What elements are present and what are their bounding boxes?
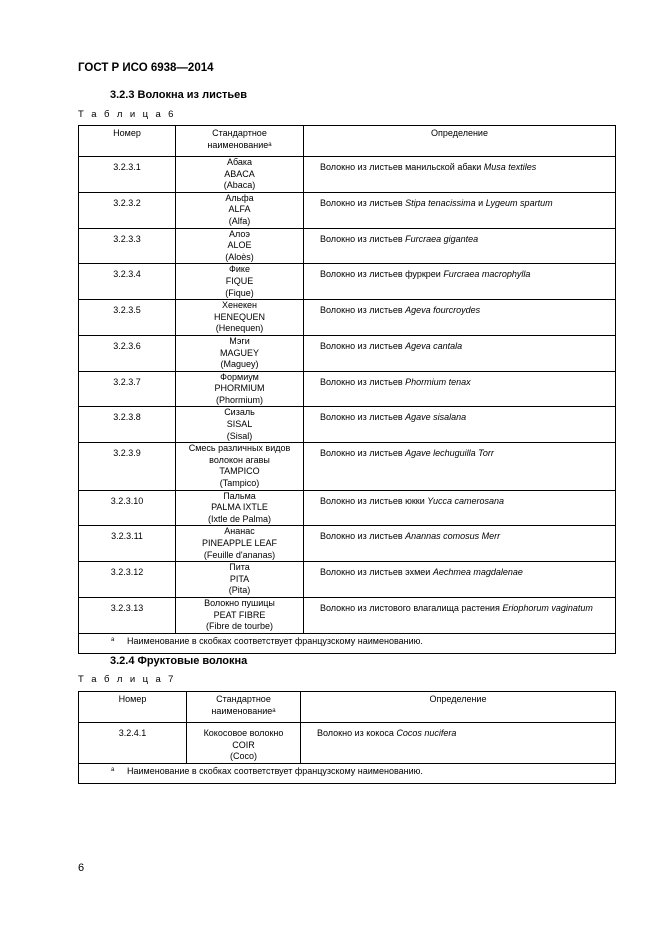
table-7 — [78, 691, 616, 784]
row-number: 3.2.3.3 — [79, 228, 176, 264]
row-definition: Волокно из листьев юкки Yucca camerosana — [304, 490, 616, 526]
document-title: ГОСТ Р ИСО 6938—2014 — [78, 62, 214, 74]
col-number-header: Номер — [79, 692, 187, 723]
row-number: 3.2.3.2 — [79, 192, 176, 228]
table-6-header-row — [79, 126, 616, 157]
table-7-header-row — [79, 692, 616, 723]
table-row — [79, 371, 616, 407]
row-name: Альфа ALFA (Alfa) — [176, 192, 304, 228]
row-name: Волокно пушицы PEAT FIBRE (Fibre de tourbe) — [176, 597, 304, 633]
row-name: Пальма PALMA IXTLE (Ixtle de Palma) — [176, 490, 304, 526]
table-row — [79, 490, 616, 526]
row-name: Хенекен HENEQUEN (Henequen) — [176, 300, 304, 336]
col-definition-header: Определение — [301, 692, 616, 723]
row-definition: Волокно из листьев фуркреи Furcraea macrophylla — [304, 264, 616, 300]
table-row — [79, 597, 616, 633]
row-name: Сизаль SISAL (Sisal) — [176, 407, 304, 443]
row-name: Кокосовое волокно COIR (Coco) — [187, 723, 301, 764]
footnote-ref: а — [272, 707, 276, 714]
row-number: 3.2.3.7 — [79, 371, 176, 407]
row-definition: Волокно из листьев Ageva cantala — [304, 335, 616, 371]
row-number: 3.2.3.12 — [79, 562, 176, 598]
row-definition: Волокно из листьев манильской абаки Musa textiles — [304, 157, 616, 193]
row-definition: Волокно из листьев Agave lechuguilla Torr — [304, 443, 616, 490]
col-name-header: Стандартное наименование$^а$ — [187, 692, 301, 723]
col-number-header: Номер — [79, 126, 176, 157]
table-row — [79, 407, 616, 443]
row-number: 3.2.3.13 — [79, 597, 176, 633]
row-definition: Волокно из листьев Furcraea gigantea — [304, 228, 616, 264]
row-definition: Волокно из кокоса Cocos nucifera — [301, 723, 616, 764]
row-definition: Волокно из листьев Agave sisalana — [304, 407, 616, 443]
row-number: 3.2.3.9 — [79, 443, 176, 490]
table-row — [79, 300, 616, 336]
section-title-leaf-fibres: 3.2.3 Волокна из листьев — [110, 89, 247, 101]
row-definition: Волокно из листьев Ageva fourcroydes — [304, 300, 616, 336]
section-title-fruit-fibres: 3.2.4 Фруктовые волокна — [110, 655, 248, 667]
row-name: Ананас PINEAPPLE LEAF (Feuille d'ananas) — [176, 526, 304, 562]
row-definition: Волокно из листьев эхмеи Aechmea magdalenae — [304, 562, 616, 598]
col-definition-header: Определение — [304, 126, 616, 157]
row-name: Мэги MAGUEY (Maguey) — [176, 335, 304, 371]
row-name: Фике FIQUE (Fique) — [176, 264, 304, 300]
row-name: Формиум PHORMIUM (Phormium) — [176, 371, 304, 407]
table-row — [79, 723, 616, 764]
row-number: 3.2.3.5 — [79, 300, 176, 336]
table-7-footnote: а Наименование в скобках соответствует французскому наименованию. — [79, 764, 616, 784]
table-row — [79, 526, 616, 562]
row-number: 3.2.3.6 — [79, 335, 176, 371]
col-name-header: Стандартное наименование$^а$ — [176, 126, 304, 157]
row-number: 3.2.3.1 — [79, 157, 176, 193]
table-row — [79, 562, 616, 598]
table-row — [79, 443, 616, 490]
table-6-caption: Т а б л и ц а 6 — [78, 109, 176, 120]
row-name: Пита PITA (Pita) — [176, 562, 304, 598]
table-6 — [78, 125, 616, 654]
table-row — [79, 157, 616, 193]
row-name: Абака ABACA (Abaca) — [176, 157, 304, 193]
row-name: Смесь различных видов волокон агавы TAMPICO (Tampico) — [176, 443, 304, 490]
row-name: Алоэ ALOE (Aloès) — [176, 228, 304, 264]
row-number: 3.2.3.4 — [79, 264, 176, 300]
table-row — [79, 228, 616, 264]
table-row — [79, 192, 616, 228]
table-6-footnote: а Наименование в скобках соответствует французскому наименованию. — [79, 633, 616, 653]
row-definition: Волокно из листьев Phormium tenax — [304, 371, 616, 407]
row-definition: Волокно из листьев Stipa tenacissima и Lygeum spartum — [304, 192, 616, 228]
row-definition: Волокно из листьев Anannas comosus Merr — [304, 526, 616, 562]
row-number: 3.2.4.1 — [79, 723, 187, 764]
footnote-ref: а — [268, 141, 272, 148]
table-7-caption: Т а б л и ц а 7 — [78, 674, 176, 685]
row-definition: Волокно из листового влагалища растения Eriophorum vaginatum — [304, 597, 616, 633]
row-number: 3.2.3.11 — [79, 526, 176, 562]
row-number: 3.2.3.10 — [79, 490, 176, 526]
table-row — [79, 335, 616, 371]
row-number: 3.2.3.8 — [79, 407, 176, 443]
table-row — [79, 264, 616, 300]
page-number: 6 — [78, 862, 85, 874]
